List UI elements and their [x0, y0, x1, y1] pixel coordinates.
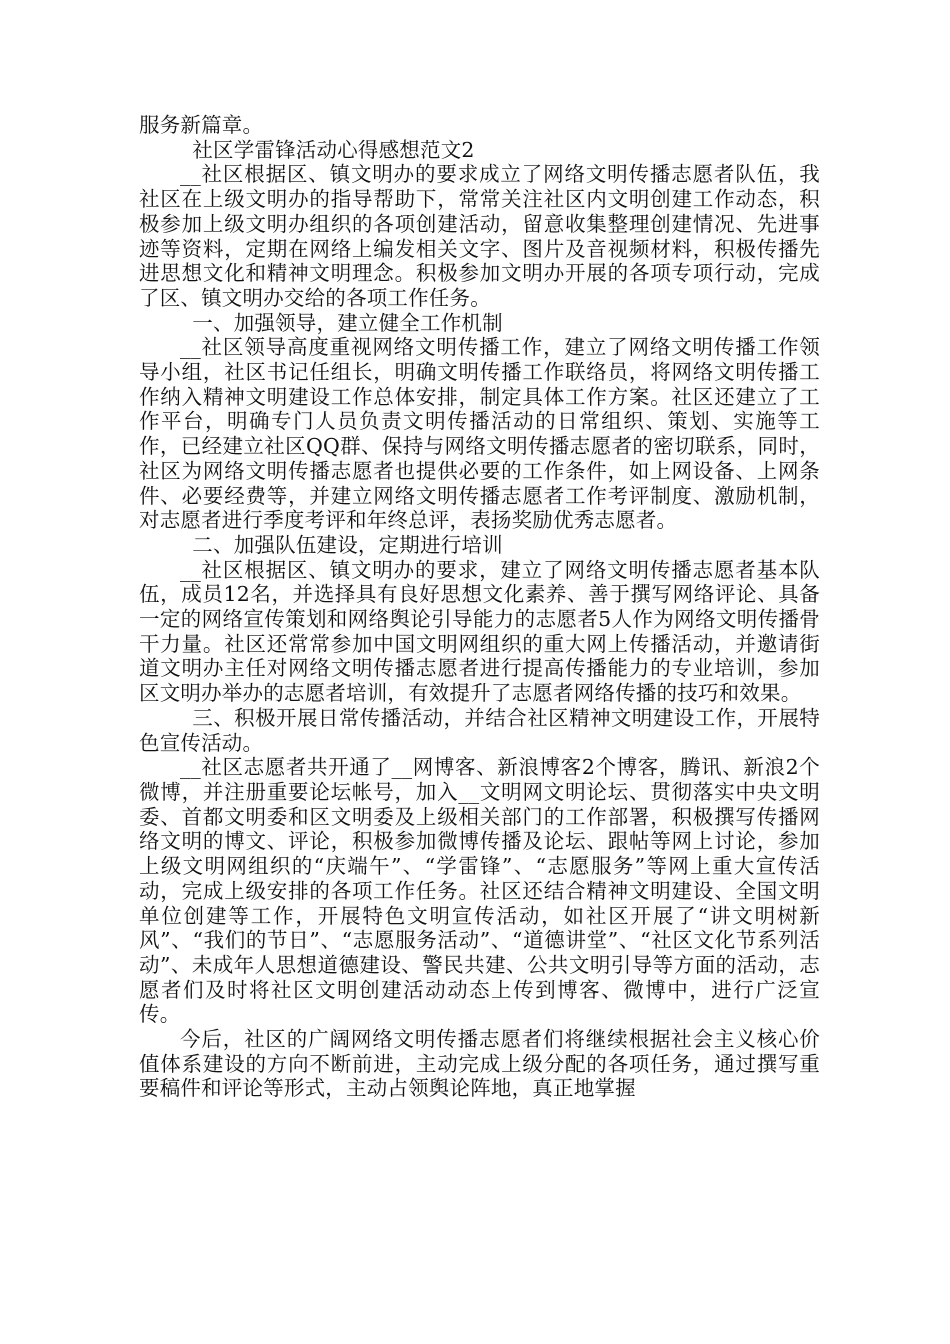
section-heading-1: 一、加强领导，建立健全工作机制 — [192, 310, 503, 335]
document-page — [139, 113, 820, 1101]
paragraph-section-2: __社区根据区、镇文明办的要求，建立了网络文明传播志愿者基本队伍，成员12名，并选择具有良好思想文化素养、善于撰写网络评论、具备一定的网络宣传策划和网络舆论引导能力的志愿者5人作为网络文明传播骨干力量。社区还常常参加中国文明网组织的重大网上传播活动，并邀请街道文明办主任对网络文明传播志愿者进行提高传播能力的专业培训，参加区文明办举办的志愿者培训，有效提升了志愿者网络传播的技巧和效果。 — [139, 557, 820, 706]
section-heading-3: 三、积极开展日常传播活动，并结合社区精神文明建设工作，开展特色宣传活动。 — [139, 705, 820, 755]
article-title: 社区学雷锋活动心得感想范文2 — [192, 137, 475, 162]
paragraph-section-3: __社区志愿者共开通了__网博客、新浪博客2个博客，腾讯、新浪2个微博，并注册重要论坛帐号，加入__文明网文明论坛、贯彻落实中央文明委、首都文明委和区文明委及上级相关部门的工作部署，积极撰写传播网络文明的博文、评论，积极参加微博传播及论坛、跟帖等网上讨论，参加上级文明网组织的“庆端午”、“学雷锋”、“志愿服务”等网上重大宣传活动，完成上级安排的各项工作任务。社区还结合精神文明建设、全国文明单位创建等工作，开展特色文明宣传活动，如社区开展了“讲文明树新风”、“我们的节日”、“志愿服务活动”、“道德讲堂”、“社区文化节系列活动”、未成年人思想道德建设、警民共建、公共文明引导等方面的活动，志愿者们及时将社区文明创建活动动态上传到博客、微博中，进行广泛宣传。 — [139, 755, 820, 1027]
paragraph-section-1: __社区领导高度重视网络文明传播工作，建立了网络文明传播工作领导小组，社区书记任组长，明确文明传播工作联络员，将网络文明传播工作纳入精神文明建设工作总体安排，制定具体工作方案。社区还建立了工作平台，明确专门人员负责文明传播活动的日常组织、策划、实施等工作，已经建立社区QQ群、保持与网络文明传播志愿者的密切联系，同时，社区为网络文明传播志愿者也提供必要的工作条件，如上网设备、上网条件、必要经费等，并建立网络文明传播志愿者工作考评制度、激励机制，对志愿者进行季度考评和年终总评，表扬奖励优秀志愿者。 — [139, 335, 820, 533]
paragraph-intro: __社区根据区、镇文明办的要求成立了网络文明传播志愿者队伍，我社区在上级文明办的指导帮助下，常常关注社区内文明创建工作动态，积极参加上级文明办组织的各项创建活动，留意收集整理创建情况、先进事迹等资料，定期在网络上编发相关文字、图片及音视频材料，积极传播先进思想文化和精神文明理念。积极参加文明办开展的各项专项行动，完成了区、镇文明办交给的各项工作任务。 — [139, 162, 820, 310]
paragraph-continuation: 服务新篇章。 — [139, 113, 264, 137]
section-heading-2: 二、加强队伍建设，定期进行培训 — [192, 532, 503, 557]
paragraph-conclusion: 今后，社区的广阔网络文明传播志愿者们将继续根据社会主义核心价值体系建设的方向不断前进，主动完成上级分配的各项任务，通过撰写重要稿件和评论等形式，主动占领舆论阵地，真正地掌握 — [139, 1027, 820, 1101]
